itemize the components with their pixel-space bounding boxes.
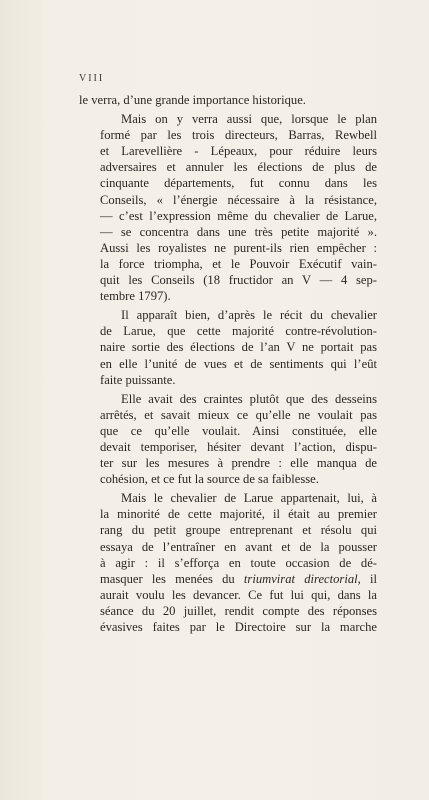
- text-line: rang du petit groupe entreprenant et résolu qui: [100, 523, 377, 538]
- page-number: VIII: [79, 73, 105, 84]
- text-line: formé par les trois directeurs, Barras, Rewbell: [100, 128, 377, 143]
- text-line: aurait voulu les devancer. Ce fut lui qui, dans la: [100, 587, 377, 602]
- paragraph: [79, 307, 377, 387]
- text-line: Elle avait des craintes plutôt que des desseins: [121, 391, 377, 406]
- paragraph: [79, 92, 377, 108]
- text-line: Mais on y verra aussi que, lorsque le plan: [121, 112, 377, 127]
- text-line: Mais le chevalier de Larue appartenait, lui, à: [121, 491, 377, 506]
- text-line: que ce qu’elle voulait. Ainsi constituée, elle: [100, 423, 377, 438]
- text-line: tembre 1797).: [100, 289, 171, 304]
- text-line: — c’est l’expression même du chevalier de Larue,: [100, 208, 377, 223]
- text-line-mixed: [79, 571, 377, 587]
- text-line: cinquante départements, fut connu dans les: [100, 176, 377, 191]
- text-line: devait temporiser, hésiter devant l’action, dispu-: [100, 439, 377, 454]
- text-line: adversaires et annuler les élections de plus de: [100, 160, 377, 175]
- text-line: Il apparaît bien, d’après le récit du chevalier: [121, 308, 377, 323]
- text-segment: , il: [357, 571, 377, 586]
- text-line: cohésion, et ce fut la source de sa faiblesse.: [100, 472, 319, 487]
- italic-phrase: triumvirat directorial: [243, 571, 358, 586]
- text-line: à agir : il s’efforça en toute occasion de dé-: [100, 555, 377, 570]
- text-line: ter sur les mesures à prendre : elle manqua de: [100, 456, 377, 471]
- text-line: Aussi les royalistes ne purent-ils rien empêcher :: [100, 240, 377, 255]
- text-line: en elle l’unité de vues et de sentiments qui l’eût: [100, 356, 377, 371]
- text-line: et Larevellière - Lépeaux, pour réduire leurs: [100, 144, 377, 159]
- paragraph: [79, 391, 377, 488]
- text-line: séance du 20 juillet, rendit compte des réponses: [100, 603, 377, 618]
- text-line: Conseils, « l’énergie nécessaire à la résistance,: [100, 192, 377, 207]
- paragraph: [79, 111, 377, 304]
- text-line: essaya de l’entraîner en avant et de la pousser: [100, 539, 377, 554]
- text-line: de Larue, que cette majorité contre-révolution-: [100, 324, 377, 339]
- text-line: faite puissante.: [100, 372, 176, 387]
- text-line: naire sortie des élections de l’an V ne portait pas: [100, 340, 377, 355]
- text-line: la force triompha, et le Pouvoir Exécutif vain-: [100, 256, 377, 271]
- body-text: [79, 92, 377, 635]
- text-line: — se concentra dans une très petite majorité ».: [100, 224, 377, 239]
- text-line: la minorité de cette majorité, il était au premier: [100, 507, 377, 522]
- text-segment: masquer les menées du: [100, 571, 244, 586]
- text-line: quit les Conseils (18 fructidor an V — 4 sep-: [100, 273, 377, 288]
- text-line: évasives faites par le Directoire sur la marche: [100, 620, 377, 634]
- text-line: arrêtés, et savait mieux ce qu’elle ne voulait pas: [100, 407, 377, 422]
- text-line: le verra, d’une grande importance historique.: [79, 93, 306, 107]
- paragraph: [79, 490, 377, 635]
